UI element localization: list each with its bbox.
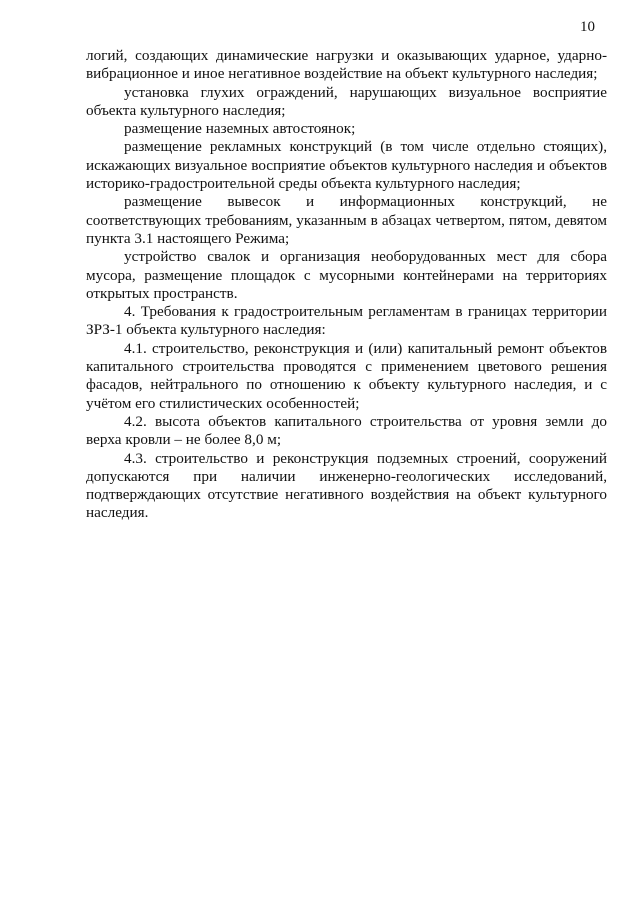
paragraph-4-1: 4.1. строительство, реконструкция и (или) капитальный ремонт объектов капитального строительства проводятся с применением цветового решения фасадов, нейтрального по отношению к объекту культурного наследия, и с учётом его стилистических особенностей; bbox=[86, 339, 607, 412]
paragraph-4-3: 4.3. строительство и реконструкция подземных строений, сооружений допускаются при наличии инженерно-геологических исследований, подтверждающих отсутствие негативного воздействия на объект культурного наследия. bbox=[86, 449, 607, 522]
page-number: 10 bbox=[580, 19, 595, 35]
paragraph-signage: размещение вывесок и информационных конструкций, не соответствующих требованиям, указанным в абзацах четвертом, пятом, девятом пункта 3.1 настоящего Режима; bbox=[86, 193, 607, 247]
paragraph-waste: устройство свалок и организация необорудованных мест для сбора мусора, размещение площадок с мусорными контейнерами на территориях открытых пространств. bbox=[86, 248, 607, 302]
paragraph-parking: размещение наземных автостоянок; bbox=[124, 120, 356, 138]
paragraph-advertising: размещение рекламных конструкций (в том числе отдельно стоящих), искажающих визуальное восприятие объектов культурного наследия и объектов историко-градостроительной среды объекта культурного наследия; bbox=[86, 138, 607, 193]
paragraph-continuation: логий, создающих динамические нагрузки и оказывающих ударное, ударно-вибрационное и иное негативное воздействие на объект культурного наследия; bbox=[86, 47, 607, 83]
paragraph-fences: установка глухих ограждений, нарушающих визуальное восприятие объекта культурного наследия; bbox=[86, 83, 607, 119]
paragraph-section-4: 4. Требования к градостроительным регламентам в границах территории ЗРЗ-1 объекта культурного наследия: bbox=[86, 303, 607, 339]
document-body bbox=[86, 47, 607, 523]
paragraph-4-2: 4.2. высота объектов капитального строительства от уровня земли до верха кровли – не более 8,0 м; bbox=[86, 412, 607, 449]
